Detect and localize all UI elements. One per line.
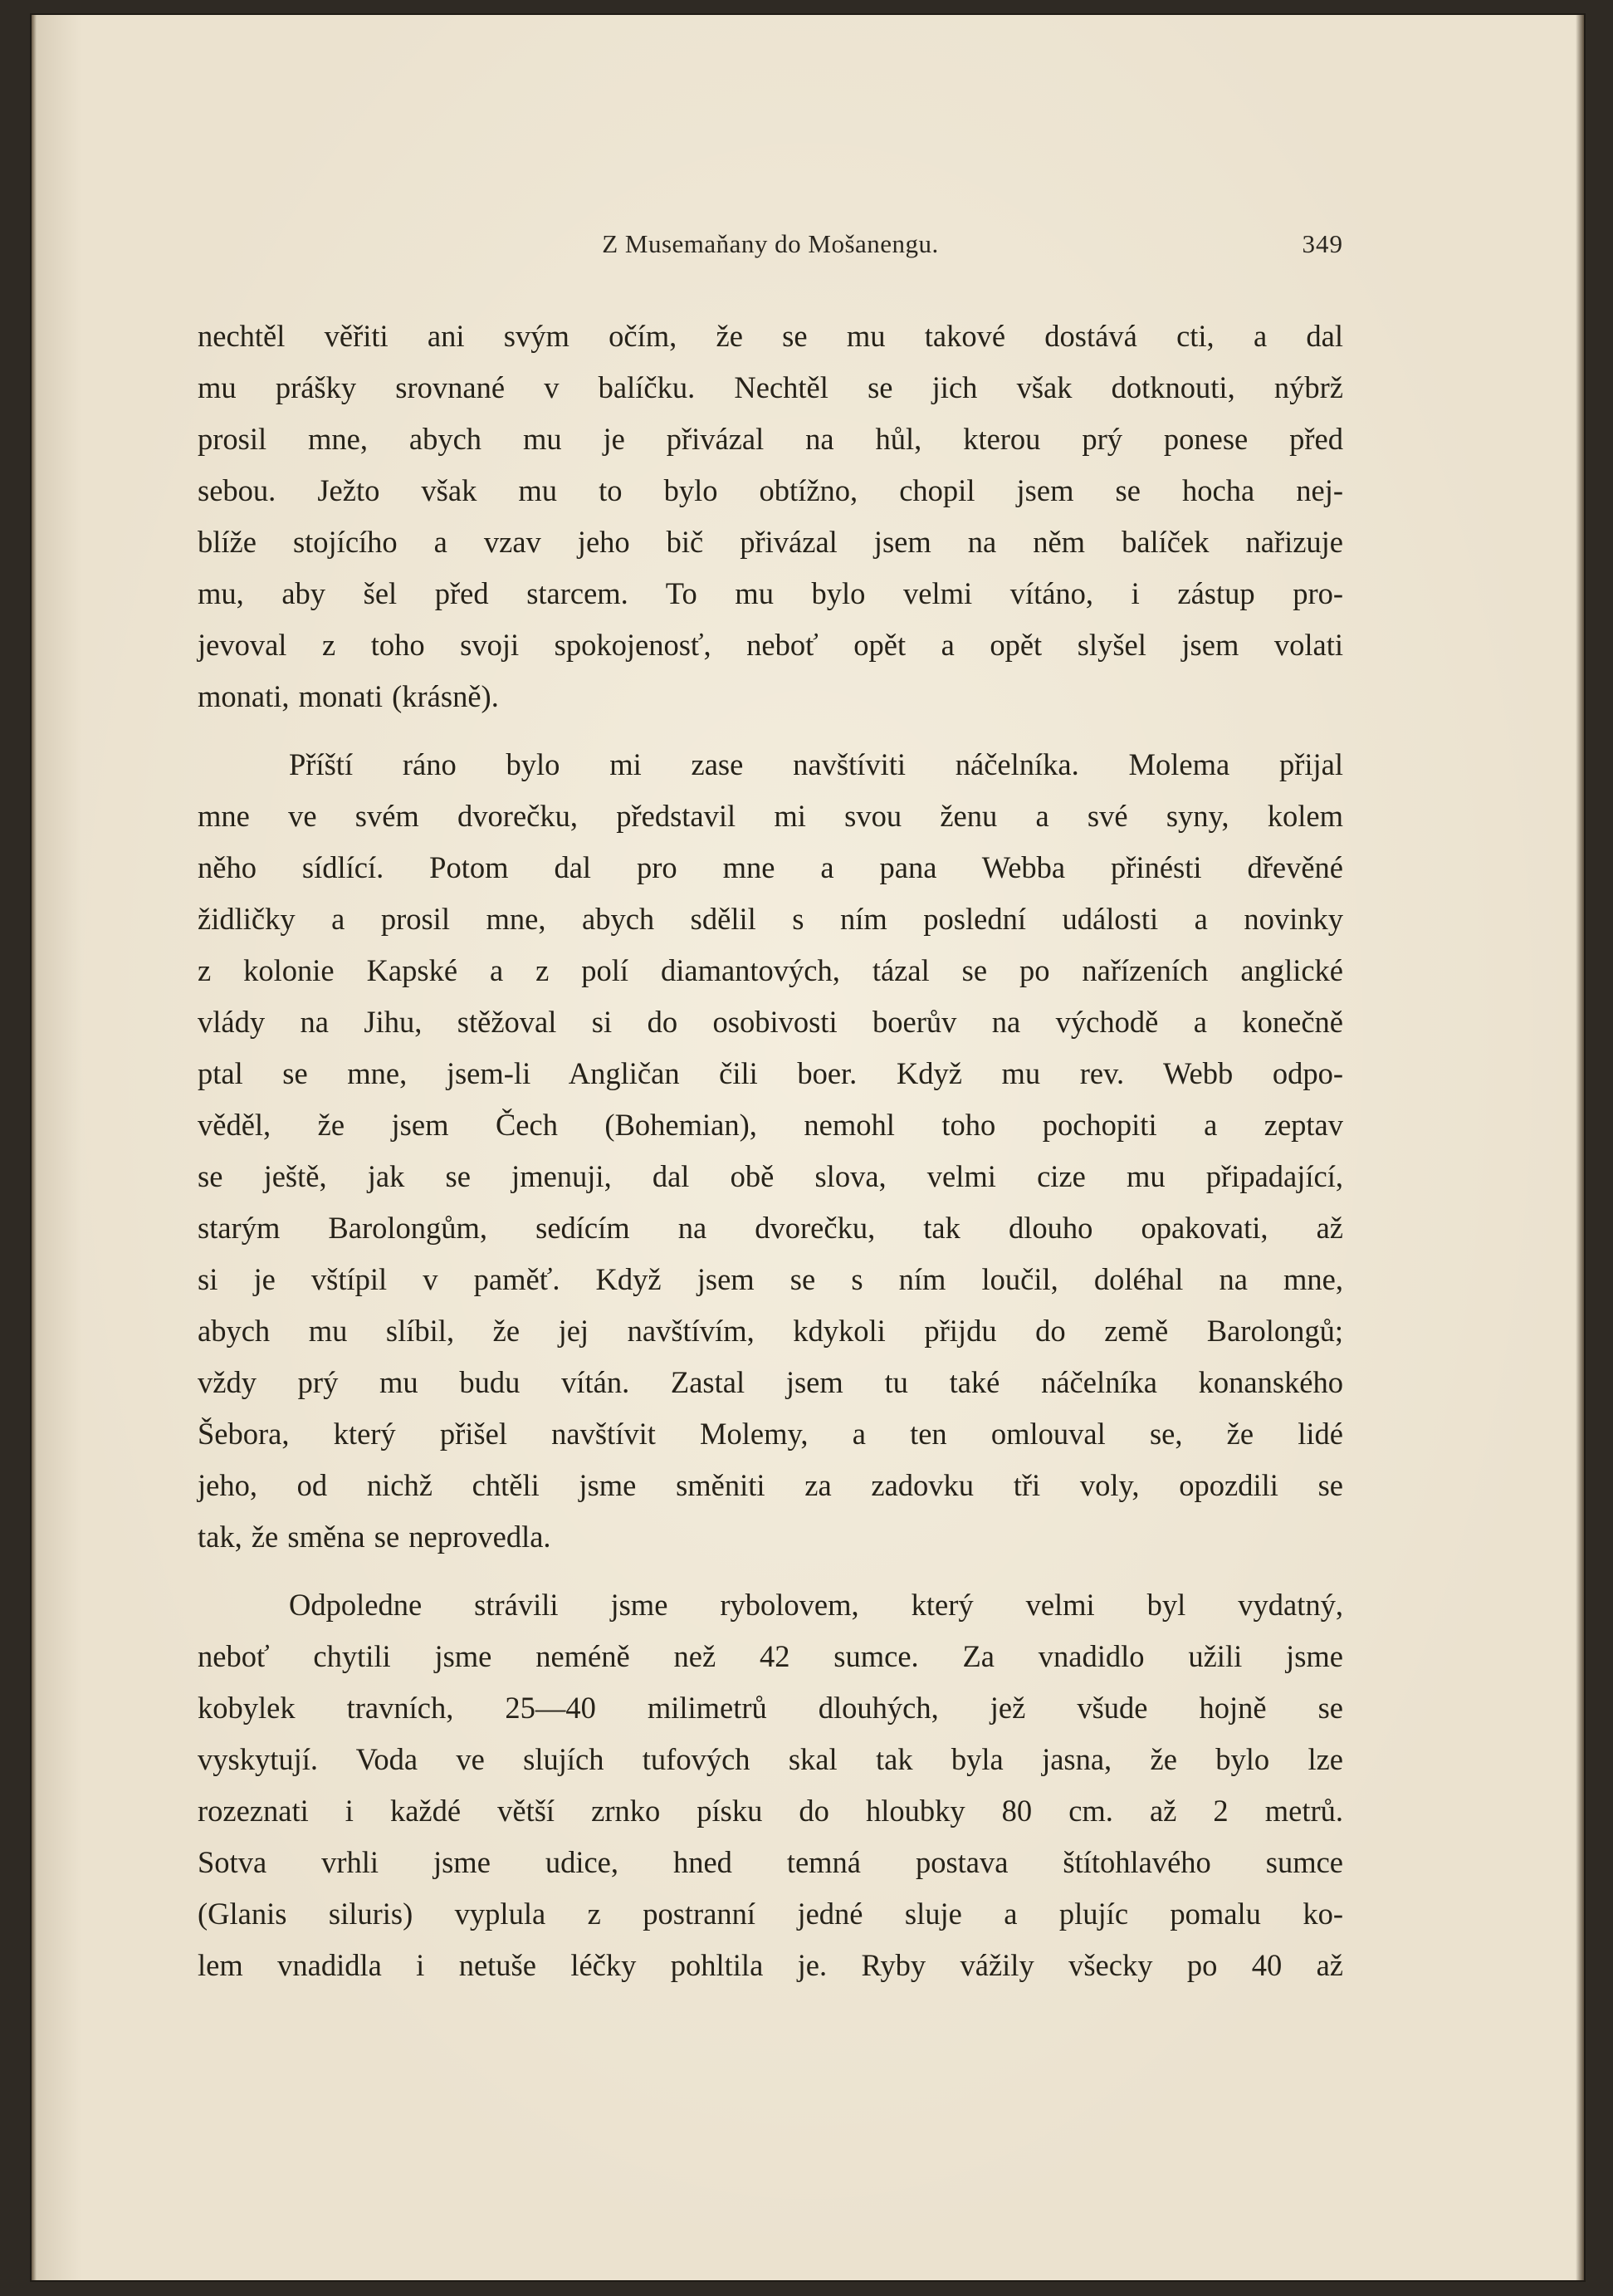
text-line: Příští ráno bylo mi zase navštíviti náčelníka. Molema přijal <box>289 747 1343 781</box>
text-line: jevoval z toho svoji spokojenosť, neboť opět a opět slyšel jsem volati <box>198 628 1343 662</box>
text-line: mu prášky srovnané v balíčku. Nechtěl se jich však dotknouti, nýbrž <box>198 370 1343 404</box>
text-line: jeho, od nichž chtěli jsme směniti za zadovku tři voly, opozdili se <box>198 1468 1343 1502</box>
text-line: lem vnadidla i netuše léčky pohltila je. Ryby vážily všecky po 40 až <box>198 1948 1343 1982</box>
text-line: monati, monati (krásně). <box>198 679 499 713</box>
text-line: vyskytují. Voda ve slujích tufových skal tak byla jasna, že bylo lze <box>198 1742 1343 1776</box>
page-number: 349 <box>1302 229 1343 258</box>
page-header <box>198 229 1343 266</box>
text-line: vždy prý mu budu vítán. Zastal jsem tu také náčelníka konanského <box>198 1365 1343 1399</box>
text-line: nechtěl věřiti ani svým očím, že se mu takové dostává cti, a dal <box>198 319 1343 353</box>
paragraph-3 <box>198 1579 1343 1991</box>
text-line: z kolonie Kapské a z polí diamantových, tázal se po nařízeních anglické <box>198 953 1343 987</box>
book-page <box>32 15 1584 2280</box>
text-line: neboť chytili jsme neméně než 42 sumce. Za vnadidlo užili jsme <box>198 1639 1343 1673</box>
text-line: tak, že směna se neprovedla. <box>198 1520 551 1554</box>
text-line: Sotva vrhli jsme udice, hned temná postava štítohlavého sumce <box>198 1845 1343 1879</box>
text-line: židličky a prosil mne, abych sdělil s ním poslední události a novinky <box>198 902 1343 936</box>
text-line: vlády na Jihu, stěžoval si do osobivosti boerův na východě a konečně <box>198 1005 1343 1039</box>
text-line: abych mu slíbil, že jej navštívím, kdykoli přijdu do země Barolongů; <box>198 1314 1343 1348</box>
page-edge-shadow <box>1576 15 1584 2280</box>
text-line: se ještě, jak se jmenuji, dal obě slova, velmi cize mu připadající, <box>198 1159 1343 1193</box>
body-text <box>198 311 1343 1991</box>
text-line: Šebora, který přišel navštívit Molemy, a ten omlouval se, že lidé <box>198 1417 1343 1451</box>
text-line: něho sídlící. Potom dal pro mne a pana Webba přinésti dřevěné <box>198 850 1343 884</box>
running-title: Z Musemaňany do Mošanengu. <box>602 229 939 258</box>
text-line: starým Barolongům, sedícím na dvorečku, tak dlouho opakovati, až <box>198 1211 1343 1245</box>
text-line: kobylek travních, 25—40 milimetrů dlouhých, jež všude hojně se <box>198 1691 1343 1725</box>
paragraph-1 <box>198 311 1343 722</box>
text-line: prosil mne, abych mu je přivázal na hůl, kterou prý ponese před <box>198 422 1343 456</box>
text-line: ptal se mne, jsem-li Angličan čili boer. Když mu rev. Webb odpo- <box>198 1056 1343 1090</box>
text-line: si je vštípil v paměť. Když jsem se s ním loučil, doléhal na mne, <box>198 1262 1343 1296</box>
page-gutter-shadow <box>32 15 37 2280</box>
text-line: (Glanis siluris) vyplula z postranní jedné sluje a plujíc pomalu ko- <box>198 1897 1343 1931</box>
text-line: věděl, že jsem Čech (Bohemian), nemohl toho pochopiti a zeptav <box>198 1108 1343 1142</box>
text-line: sebou. Ježto však mu to bylo obtížno, chopil jsem se hocha nej- <box>198 473 1343 507</box>
text-line: mne ve svém dvorečku, představil mi svou ženu a své syny, kolem <box>198 799 1343 833</box>
text-line: Odpoledne strávili jsme rybolovem, který velmi byl vydatný, <box>289 1588 1343 1622</box>
text-line: rozeznati i každé větší zrnko písku do hloubky 80 cm. až 2 metrů. <box>198 1794 1343 1828</box>
paragraph-2 <box>198 739 1343 1563</box>
text-line: blíže stojícího a vzav jeho bič přivázal jsem na něm balíček nařizuje <box>198 525 1343 559</box>
text-line: mu, aby šel před starcem. To mu bylo velmi vítáno, i zástup pro- <box>198 576 1343 610</box>
